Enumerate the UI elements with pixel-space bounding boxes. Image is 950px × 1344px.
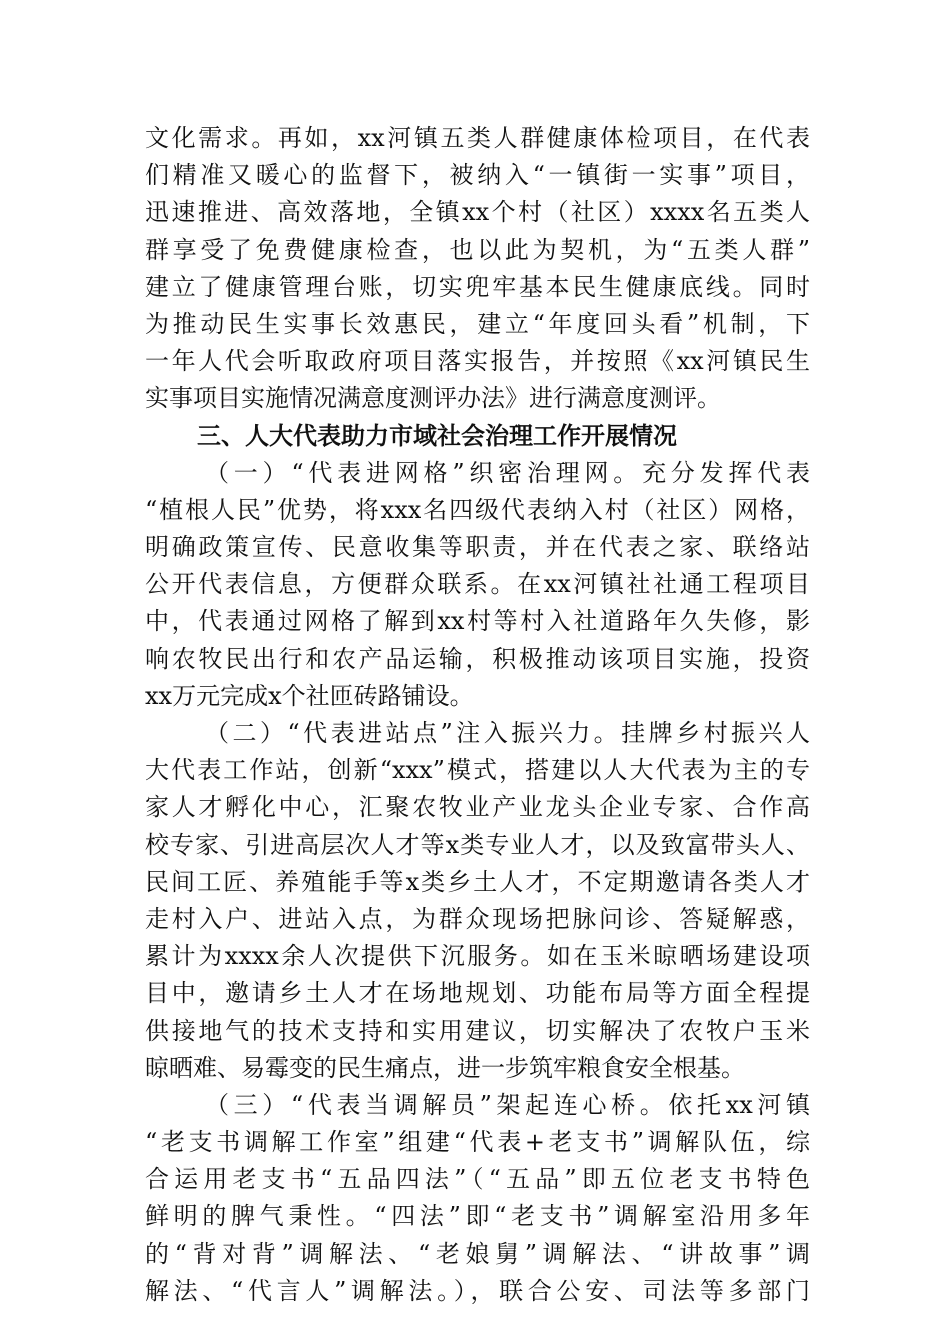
text-line: 们精准又暖心的监督下，被纳入“一镇街一实事”项目，	[145, 161, 810, 190]
text-line: （一）“代表进网格”织密治理网。充分发挥代表	[205, 458, 810, 487]
text-line: 的“背对背”调解法、“老娘舅”调解法、“讲故事”调	[145, 1239, 810, 1268]
text-line: 中，代表通过网格了解到xx村等村入社道路年久失修，影	[145, 607, 810, 636]
text-line: 明确政策宣传、民意收集等职责，并在代表之家、联络站	[145, 533, 810, 562]
text-line: “老支书调解工作室”组建“代表+老支书”调解队伍，综	[145, 1128, 810, 1157]
text-line: 为推动民生实事长效惠民，建立“年度回头看”机制，下	[145, 309, 810, 338]
text-line: 目中，邀请乡土人才在场地规划、功能布局等方面全程提	[145, 979, 810, 1008]
text-line: 校专家、引进高层次人才等x类专业人才，以及致富带头人、	[145, 830, 810, 859]
text-line: 群享受了免费健康检查，也以此为契机，为“五类人群”	[145, 235, 810, 264]
text-line: 一年人代会听取政府项目落实报告，并按照《xx河镇民生	[145, 347, 810, 376]
text-line: 民间工匠、养殖能手等x类乡土人才，不定期邀请各类人才	[145, 867, 810, 896]
text-line: xx万元完成x个社匝砖路铺设。	[145, 681, 474, 710]
section-heading: 三、人大代表助力市域社会治理工作开展情况	[197, 421, 677, 450]
text-line: 晾晒难、易霉变的民生痛点，进一步筑牢粮食安全根基。	[145, 1053, 745, 1082]
text-line: 解法、“代言人”调解法。），联合公安、司法等多部门	[145, 1276, 810, 1305]
text-line: 公开代表信息，方便群众联系。在xx河镇社社通工程项目	[145, 570, 810, 599]
text-line: 迅速推进、高效落地，全镇xx个村（社区）xxxx名五类人	[145, 198, 810, 227]
text-line: 实事项目实施情况满意度测评办法》进行满意度测评。	[145, 384, 721, 413]
text-line: 走村入户、进站入点，为群众现场把脉问诊、答疑解惑，	[145, 904, 810, 933]
text-line: （二）“代表进站点”注入振兴力。挂牌乡村振兴人	[205, 719, 810, 747]
text-line: 累计为xxxx余人次提供下沉服务。如在玉米晾晒场建设项	[145, 942, 810, 971]
text-line: 家人才孵化中心，汇聚农牧业产业龙头企业专家、合作高	[145, 793, 810, 822]
text-line: 鲜明的脾气秉性。“四法”即“老支书”调解室沿用多年	[145, 1202, 810, 1231]
text-line: “植根人民”优势，将xxx名四级代表纳入村（社区）网格，	[145, 495, 810, 524]
text-line: 供接地气的技术支持和实用建议，切实解决了农牧户玉米	[145, 1016, 810, 1045]
text-line: （三）“代表当调解员”架起连心桥。依托xx河镇	[205, 1090, 810, 1119]
text-line: 响农牧民出行和农产品运输，积极推动该项目实施，投资	[145, 644, 810, 673]
text-line: 建立了健康管理台账，切实兜牢基本民生健康底线。同时	[145, 272, 810, 301]
text-line: 合运用老支书“五品四法”（“五品”即五位老支书特色	[145, 1165, 810, 1194]
document-body	[145, 120, 810, 1310]
text-line: 文化需求。再如，xx河镇五类人群健康体检项目，在代表	[145, 124, 810, 152]
text-line: 大代表工作站，创新“xxx”模式，搭建以人大代表为主的专	[145, 756, 810, 785]
